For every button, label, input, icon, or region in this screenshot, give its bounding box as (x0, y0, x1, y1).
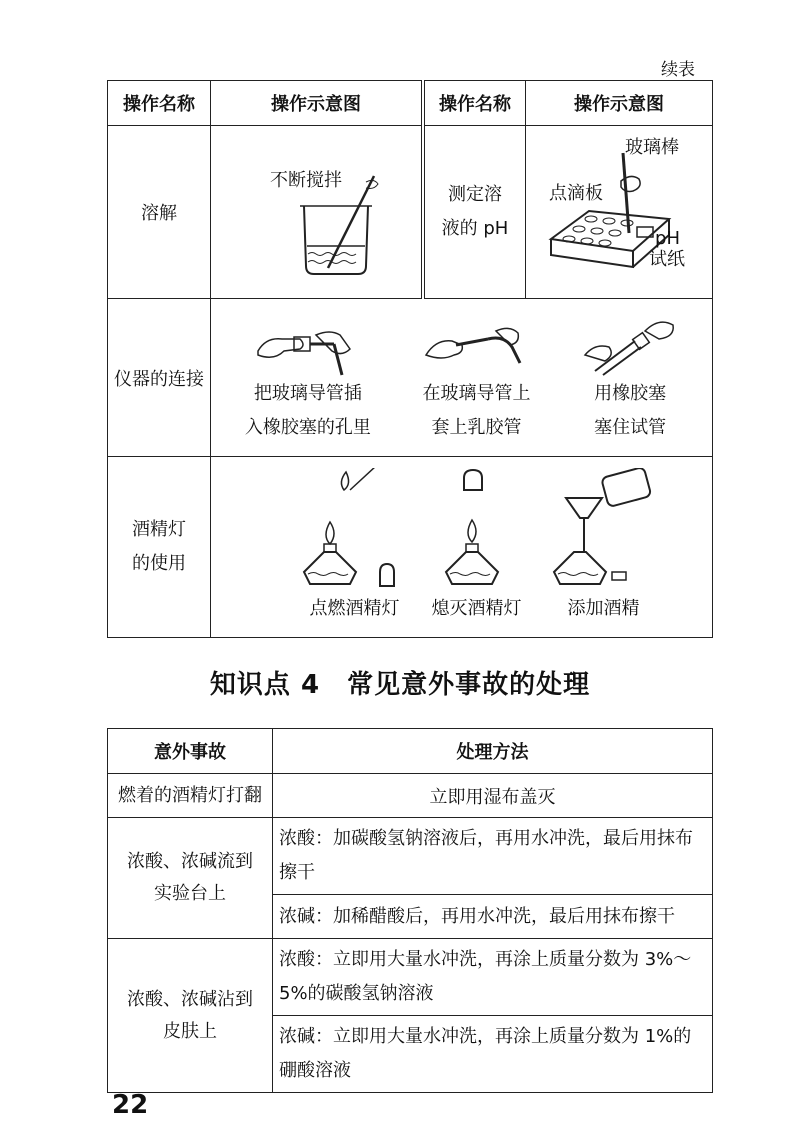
table-row (108, 939, 713, 1016)
beaker-stirring-icon (216, 134, 416, 284)
col-header-op-figure-1: 操作示意图 (211, 81, 423, 126)
add-alcohol-figure (544, 468, 664, 626)
add-alcohol-caption: 添加酒精 (567, 598, 640, 620)
accident-skin-line2: 皮肤上 (163, 1020, 217, 1042)
operations-table (107, 80, 713, 638)
light-lamp-figure (300, 468, 410, 626)
dissolve-figure (211, 126, 423, 299)
stopper-caption-1: 用橡胶塞 (594, 382, 667, 404)
op-alcohol-lamp-line2: 的使用 (132, 553, 187, 575)
op-alcohol-lamp-line1: 酒精灯 (132, 519, 187, 541)
table-header-row (108, 81, 713, 126)
table-row (108, 774, 713, 818)
page-number: 22 (112, 1090, 149, 1120)
method-bench-acid: 浓酸：加碳酸氢钠溶液后，再用水冲洗，最后用抹布擦干 (273, 818, 713, 895)
accident-acid-base-on-skin (108, 939, 273, 1093)
extinguish-lamp-caption: 熄灭酒精灯 (431, 598, 522, 620)
stopper-caption-2: 塞住试管 (594, 416, 667, 438)
accident-bench-line2: 实验台上 (154, 883, 226, 904)
alcohol-lamp-figures (211, 457, 713, 638)
accident-bench-line1: 浓酸、浓碱流到 (127, 851, 253, 872)
method-bench-base: 浓碱：加稀醋酸后，再用水冲洗，最后用抹布擦干 (273, 895, 713, 939)
op-dissolve: 溶解 (108, 126, 211, 299)
insert-tube-figure (238, 311, 378, 445)
col-header-op-name-1: 操作名称 (108, 81, 211, 126)
ph-paper-label-1: pH (655, 228, 681, 250)
table-row (108, 818, 713, 895)
method-skin-base: 浓碱：立即用大量水冲洗，再涂上质量分数为 1%的硼酸溶液 (273, 1016, 713, 1093)
insert-tube-caption-1: 把玻璃导管插 (253, 382, 362, 404)
glass-rod-label: 玻璃棒 (625, 137, 680, 159)
lighting-lamp-icon (300, 468, 410, 592)
ph-paper-label-2: 试纸 (649, 249, 686, 271)
op-measure-ph (423, 126, 526, 299)
op-connect-apparatus: 仪器的连接 (108, 298, 211, 457)
hand-insert-tube-icon (238, 311, 378, 377)
continued-label: 续表 (661, 60, 695, 80)
table-row (108, 298, 713, 457)
stir-label: 不断搅拌 (269, 170, 342, 192)
section-title: 知识点 4 常见意外事故的处理 (209, 670, 591, 700)
ph-figure (526, 126, 713, 299)
op-alcohol-lamp (108, 457, 211, 638)
method-lamp-overturned: 立即用湿布盖灭 (273, 774, 713, 818)
col-header-op-name-2: 操作名称 (423, 81, 526, 126)
table-header-row (108, 729, 713, 774)
table-row (108, 126, 713, 299)
connect-figures (211, 298, 713, 457)
spot-plate-label: 点滴板 (549, 183, 604, 205)
op-measure-ph-line1: 测定溶 (447, 183, 502, 205)
accident-acid-base-on-bench (108, 818, 273, 939)
rubber-tube-figure (412, 311, 542, 445)
accidents-table (107, 728, 713, 1093)
col-header-accident: 意外事故 (108, 729, 273, 774)
col-header-op-figure-2: 操作示意图 (526, 81, 713, 126)
method-skin-acid: 浓酸：立即用大量水冲洗，再涂上质量分数为 3%～5%的碳酸氢钠溶液 (273, 939, 713, 1016)
extinguishing-lamp-icon (432, 468, 512, 592)
table-row (108, 457, 713, 638)
accident-skin-line1: 浓酸、浓碱沾到 (127, 988, 253, 1010)
light-lamp-caption: 点燃酒精灯 (309, 598, 400, 620)
hand-rubber-tube-icon (412, 311, 542, 377)
rubber-tube-caption-1: 在玻璃导管上 (422, 382, 531, 404)
accident-lamp-overturned: 燃着的酒精灯打翻 (108, 774, 273, 818)
insert-tube-caption-2: 入橡胶塞的孔里 (244, 416, 371, 438)
col-header-method: 处理方法 (273, 729, 713, 774)
op-measure-ph-line2: 液的 pH (441, 217, 509, 239)
rubber-tube-caption-2: 套上乳胶管 (431, 416, 522, 438)
stopper-figure (575, 311, 685, 445)
extinguish-lamp-figure (432, 468, 522, 626)
hand-stopper-tube-icon (575, 311, 685, 377)
adding-alcohol-icon (544, 468, 664, 592)
